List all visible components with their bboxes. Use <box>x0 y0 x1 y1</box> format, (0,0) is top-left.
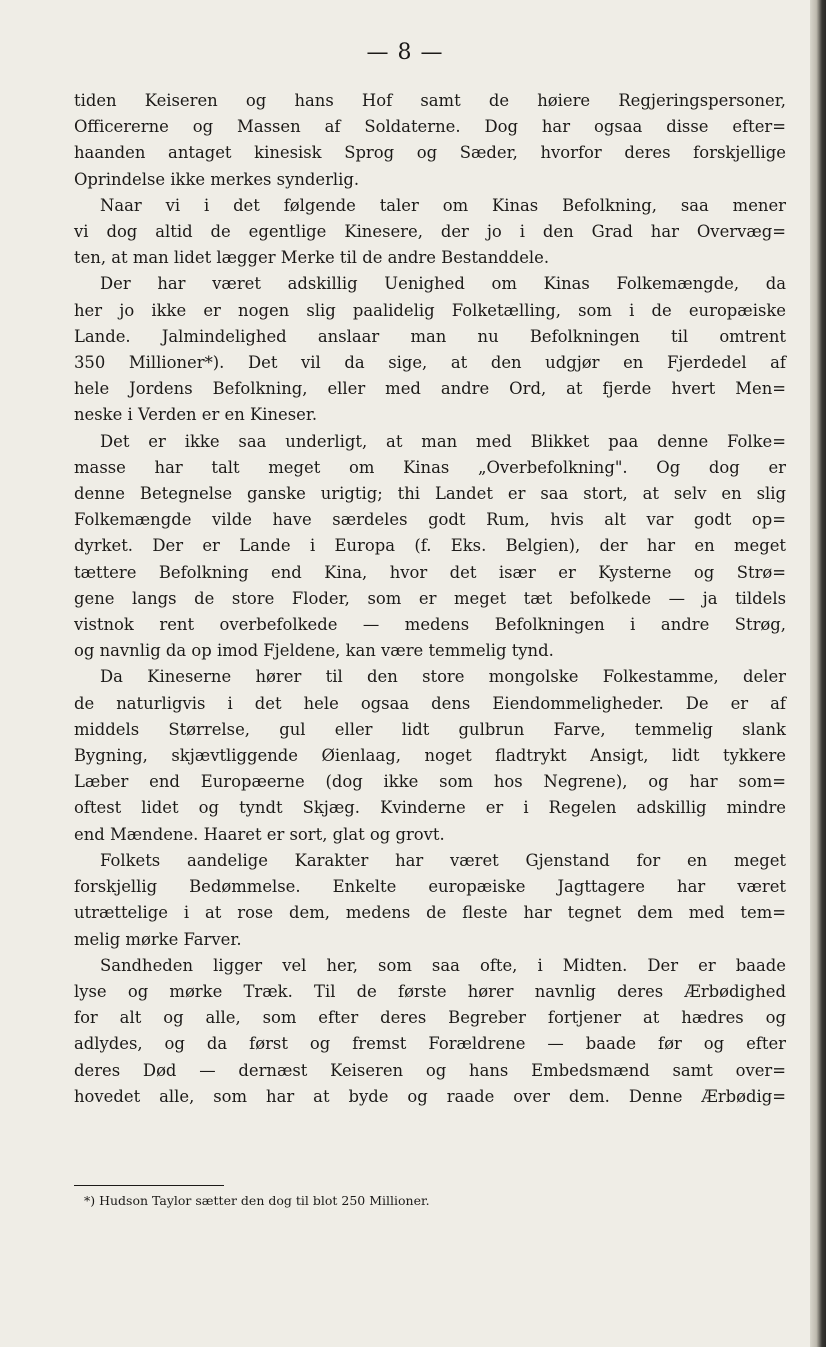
text-line: masse har talt meget om Kinas „Overbefolkning". Og dog er <box>74 457 786 477</box>
text-line: Oprindelse ikke merkes synderlig. <box>74 169 360 189</box>
text-line: Det er ikke saa underligt, at man med Blikket paa denne Folke= <box>100 431 786 451</box>
page-edge-shadow <box>810 0 826 1347</box>
text-line: Læber end Europæerne (dog ikke som hos Negrene), og har som= <box>74 772 786 792</box>
text-line: tiden Keiseren og hans Hof samt de høiere Regjeringspersoner, <box>74 91 786 110</box>
text-line: ten, at man lidet lægger Merke til de andre Bestanddele. <box>74 248 550 268</box>
text-line: forskjellig Bedømmelse. Enkelte europæiske Jagttagere har været <box>74 877 786 897</box>
paragraph <box>74 664 786 847</box>
text-line: og navnlig da op imod Fjeldene, kan være temmelig tynd. <box>74 641 554 661</box>
body-text <box>74 88 786 1110</box>
footnote-rule <box>74 1185 224 1186</box>
text-line: Der har været adskillig Uenighed om Kinas Folkemængde, da <box>100 274 786 294</box>
text-line: hovedet alle, som har at byde og raade over dem. Denne Ærbødig= <box>74 1086 786 1106</box>
text-line: Folkets aandelige Karakter har været Gjenstand for en meget <box>100 850 786 870</box>
page-number: — 8 — <box>366 40 444 65</box>
footnote: *) Hudson Taylor sætter den dog til blot 250 Millioner. <box>84 1193 430 1208</box>
text-line: for alt og alle, som efter deres Begreber fortjener at hædres og <box>74 1008 786 1028</box>
text-line: tættere Befolkning end Kina, hvor det især er Kysterne og Strø= <box>74 562 786 582</box>
text-line: adlydes, og da først og fremst Forældrene — baade før og efter <box>74 1034 786 1054</box>
text-line: neske i Verden er en Kineser. <box>74 405 318 425</box>
text-line: vi dog altid de egentlige Kinesere, der jo i den Grad har Overvæg= <box>74 222 786 242</box>
text-line: denne Betegnelse ganske urigtig; thi Landet er saa stort, at selv en slig <box>74 484 786 504</box>
paragraph <box>74 271 786 428</box>
paragraph <box>74 848 786 953</box>
text-line: Da Kineserne hører til den store mongolske Folkestamme, deler <box>100 667 786 687</box>
text-line: dyrket. Der er Lande i Europa (f. Eks. Belgien), der har en meget <box>74 536 786 556</box>
paragraph <box>74 429 786 665</box>
text-line: middels Størrelse, gul eller lidt gulbrun Farve, temmelig slank <box>74 719 786 739</box>
paragraph <box>74 953 786 1110</box>
text-line: haanden antaget kinesisk Sprog og Sæder, hvorfor deres forskjellige <box>74 143 786 163</box>
text-line: Sandheden ligger vel her, som saa ofte, i Midten. Der er baade <box>100 955 786 975</box>
text-line: Lande. Jalmindelighed anslaar man nu Befolkningen til omtrent <box>74 326 786 346</box>
text-line: deres Død — dernæst Keiseren og hans Embedsmænd samt over= <box>74 1060 786 1080</box>
text-line: de naturligvis i det hele ogsaa dens Eiendommeligheder. De er af <box>74 693 786 713</box>
text-line: Bygning, skjævtliggende Øienlaag, noget fladtrykt Ansigt, lidt tykkere <box>74 746 786 766</box>
text-line: vistnok rent overbefolkede — medens Befolkningen i andre Strøg, <box>74 615 786 635</box>
text-line: melig mørke Farver. <box>74 929 242 949</box>
text-line: Folkemængde vilde have særdeles godt Rum, hvis alt var godt op= <box>74 510 786 530</box>
text-line: hele Jordens Befolkning, eller med andre Ord, at fjerde hvert Men= <box>74 379 786 399</box>
paragraph <box>74 193 786 272</box>
text-line: Officererne og Massen af Soldaterne. Dog har ogsaa disse efter= <box>74 117 786 137</box>
text-line: gene langs de store Floder, som er meget tæt befolkede — ja tildels <box>74 588 786 608</box>
text-line: her jo ikke er nogen slig paalidelig Folketælling, som i de europæiske <box>74 300 786 320</box>
text-line: lyse og mørke Træk. Til de første hører navnlig deres Ærbødighed <box>74 981 786 1001</box>
text-line: utrættelige i at rose dem, medens de fleste har tegnet dem med tem= <box>74 903 786 923</box>
text-line: end Mændene. Haaret er sort, glat og grovt. <box>74 824 445 844</box>
text-line: oftest lidet og tyndt Skjæg. Kvinderne er i Regelen adskillig mindre <box>74 798 786 818</box>
text-line: 350 Millioner*). Det vil da sige, at den udgjør en Fjerdedel af <box>74 353 786 373</box>
paragraph <box>74 88 786 193</box>
text-line: Naar vi i det følgende taler om Kinas Befolkning, saa mener <box>100 195 786 215</box>
